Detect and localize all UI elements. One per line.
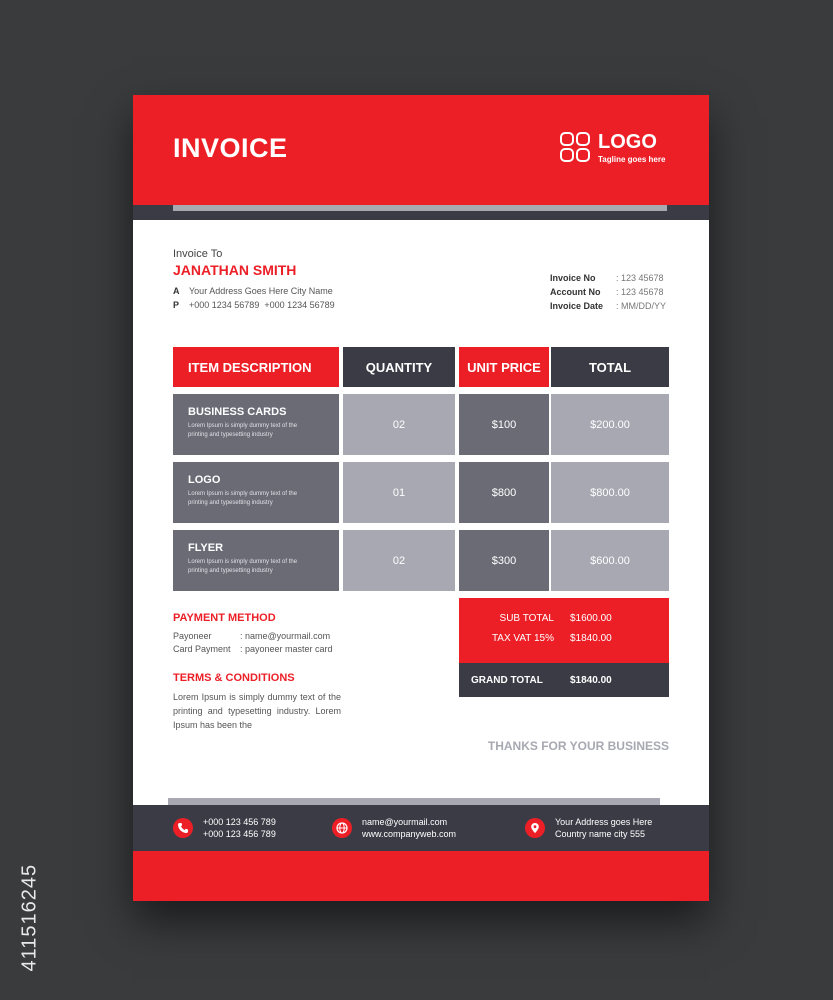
footer-address-line1: Your Address goes Here	[555, 817, 653, 827]
item-quantity: 02	[343, 530, 455, 591]
stock-id-text: 411516245	[18, 863, 41, 972]
meta-row	[550, 273, 666, 287]
globe-icon	[332, 818, 352, 838]
location-pin-icon	[525, 818, 545, 838]
phone-key: P	[173, 300, 180, 310]
totals-red-block	[459, 598, 669, 663]
payment-value: : payoneer master card	[240, 644, 333, 654]
invoice-header	[133, 95, 709, 205]
thanks-message: THANKS FOR YOUR BUSINESS	[487, 739, 669, 753]
payment-row	[173, 631, 330, 641]
address-key: A	[173, 286, 180, 296]
footer-website: www.companyweb.com	[362, 829, 457, 839]
payment-row	[173, 644, 333, 654]
footer-phone	[173, 816, 303, 840]
footer-phone-line1: +000 123 456 789	[203, 817, 276, 827]
footer-address-text	[555, 816, 652, 840]
footer-web-text	[362, 816, 456, 840]
item-name: FLYER	[188, 542, 224, 554]
invoice-to-label: Invoice To	[173, 248, 223, 260]
header-band-accent	[173, 205, 667, 211]
client-address	[173, 286, 333, 296]
item-total: $800.00	[551, 462, 669, 523]
item-description: Lorem Ipsum is simply dummy text of the printing and typesetting industry	[188, 491, 298, 506]
header-unit-price: UNIT PRICE	[459, 347, 549, 387]
logo-tagline: Tagline goes here	[598, 155, 666, 164]
terms-title: TERMS & CONDITIONS	[173, 672, 295, 684]
footer-web	[332, 816, 492, 840]
invoice-title: INVOICE	[173, 133, 288, 163]
grand-total-value: $1840.00	[570, 674, 612, 686]
sub-total-label: SUB TOTAL	[499, 612, 554, 624]
item-name: BUSINESS CARDS	[188, 406, 287, 418]
grand-total-label: GRAND TOTAL	[471, 674, 543, 686]
meta-key: Account No	[550, 287, 601, 297]
item-unit-price: $300	[459, 530, 549, 591]
footer-contact-bar	[133, 805, 709, 851]
item-description: Lorem Ipsum is simply dummy text of the printing and typesetting industry	[188, 559, 298, 574]
meta-row	[550, 301, 666, 315]
header-item-description: ITEM DESCRIPTION	[173, 347, 339, 387]
invoice-meta	[550, 273, 666, 315]
invoice-sheet	[133, 95, 709, 901]
meta-key: Invoice No	[550, 273, 596, 283]
totals-box	[459, 598, 669, 697]
terms-text: Lorem Ipsum is simply dummy text of the printing and typesetting industry. Lorem Ipsum has been the	[173, 692, 341, 730]
meta-value: : 123 45678	[616, 287, 664, 297]
header-total: TOTAL	[551, 347, 669, 387]
item-description: Lorem Ipsum is simply dummy text of the printing and typesetting industry	[188, 423, 298, 438]
payment-method-title: PAYMENT METHOD	[173, 612, 276, 624]
grand-total-row	[459, 663, 669, 697]
client-name: JANATHAN SMITH	[173, 262, 297, 278]
item-total: $200.00	[551, 394, 669, 455]
address-value: Your Address Goes Here City Name	[189, 286, 333, 296]
item-unit-price: $800	[459, 462, 549, 523]
stock-id-vertical	[8, 770, 41, 972]
item-unit-price: $100	[459, 394, 549, 455]
sub-total-row	[459, 608, 669, 628]
header-band	[133, 205, 709, 220]
phone-value: +000 1234 56789 +000 1234 56789	[189, 300, 335, 310]
meta-key: Invoice Date	[550, 301, 604, 311]
sub-total-value: $1600.00	[570, 612, 612, 624]
payment-value: : name@yourmail.com	[240, 631, 331, 641]
client-phone	[173, 300, 335, 310]
item-quantity: 02	[343, 394, 455, 455]
footer-phone-text	[203, 816, 276, 840]
item-quantity: 01	[343, 462, 455, 523]
vat-label: TAX VAT 15%	[491, 632, 554, 644]
item-total: $600.00	[551, 530, 669, 591]
footer-red-band	[133, 851, 709, 901]
meta-value: : 123 45678	[616, 273, 664, 283]
footer-address	[525, 816, 685, 840]
item-name: LOGO	[188, 474, 221, 486]
footer-email: name@yourmail.com	[362, 817, 448, 827]
payment-key: Payoneer	[173, 631, 212, 641]
footer-phone-line2: +000 123 456 789	[203, 829, 276, 839]
header-quantity: QUANTITY	[343, 347, 455, 387]
table-row-item	[173, 394, 339, 455]
vat-value: $1840.00	[570, 632, 612, 644]
meta-value: : MM/DD/YY	[616, 301, 667, 311]
logo	[559, 131, 679, 167]
vat-row	[459, 628, 669, 648]
meta-row	[550, 287, 666, 301]
four-rounded-squares-icon	[559, 131, 591, 163]
logo-text: LOGO	[598, 131, 657, 153]
phone-icon	[173, 818, 193, 838]
table-row-item	[173, 462, 339, 523]
table-row-item	[173, 530, 339, 591]
footer-address-line2: Country name city 555	[555, 829, 646, 839]
payment-key: Card Payment	[173, 644, 231, 654]
